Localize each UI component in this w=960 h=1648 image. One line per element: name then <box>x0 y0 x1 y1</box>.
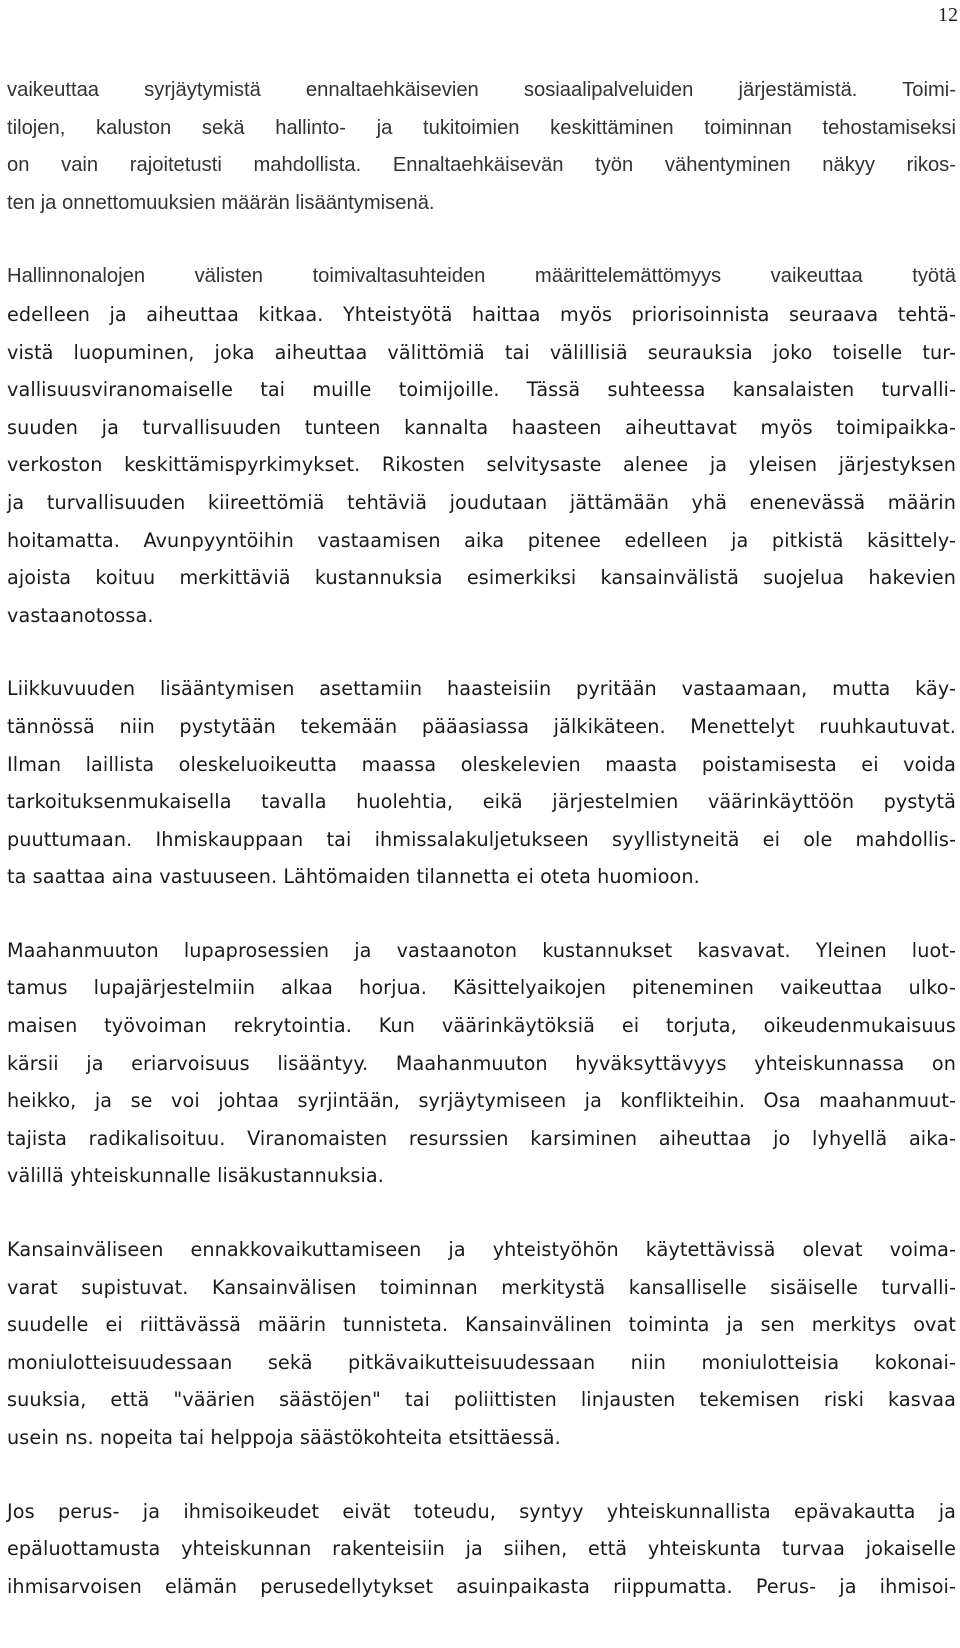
text-line: suuksia, että "väärien säästöjen" tai poliittisten linjausten tekemisen riski kasvaa <box>7 1388 956 1412</box>
paragraph-social-services <box>7 72 956 222</box>
text-line: varat supistuvat. Kansainvälisen toiminnan merkitystä kansalliselle sisäiselle turvalli- <box>7 1275 956 1299</box>
paragraph-international <box>7 1231 956 1457</box>
text-line: moniulotteisuudessaan sekä pitkävaikutteisuudessaan niin moniulotteisia kokonai- <box>7 1350 956 1374</box>
text-line: vistä luopuminen, joka aiheuttaa välittömiä tai välillisiä seurauksia joko toiselle tur- <box>7 340 956 364</box>
text-line: vaikeuttaa syrjäytymistä ennaltaehkäisevien sosiaalipalveluiden järjestämistä. Toimi- <box>7 79 956 101</box>
text-line: tamus lupajärjestelmiin alkaa horjua. Käsittelyaikojen piteneminen vaikeuttaa ulko- <box>7 976 956 1000</box>
text-line: epäluottamusta yhteiskunnan rakenteisiin ja siihen, että yhteiskunta turvaa jokaiselle <box>7 1537 956 1561</box>
paragraph-gap <box>7 896 956 932</box>
paragraph-administration-intro <box>7 258 956 296</box>
text-line: ja turvallisuuden kiireettömiä tehtäviä joudutaan jättämään yhä enenevässä määrin <box>7 490 956 514</box>
text-line: suuden ja turvallisuuden tunteen kannalta haasteen aiheuttavat myös toimipaikka- <box>7 415 956 439</box>
text-line: ajoista koituu merkittäviä kustannuksia esimerkiksi kansainvälistä suojelua hakevien <box>7 566 956 590</box>
text-line: puuttumaan. Ihmiskauppaan tai ihmissalakuljetukseen syyllistyneitä ei ole mahdollis- <box>7 827 956 851</box>
text-line: Hallinnonalojen välisten toimivaltasuhteiden määrittelemättömyys vaikeuttaa työtä <box>7 265 956 288</box>
text-line: ihmisarvoisen elämän perusedellytykset asuinpaikasta riippumatta. Perus- ja ihmisoi- <box>7 1574 956 1598</box>
text-line: Maahanmuuton lupaprosessien ja vastaanoton kustannukset kasvavat. Yleinen luot- <box>7 938 956 962</box>
text-line: tarkoituksenmukaisella tavalla huolehtia, eikä järjestelmien väärinkäyttöön pystytä <box>7 790 956 814</box>
text-line: heikko, ja se voi johtaa syrjintään, syrjäytymiseen ja konflikteihin. Osa maahanmuut- <box>7 1089 956 1113</box>
text-line: hoitamatta. Avunpyyntöihin vastaamisen aika pitenee edelleen ja pitkistä käsittely- <box>7 528 956 552</box>
paragraph-gap <box>7 1457 956 1493</box>
text-line: tilojen, kaluston sekä hallinto- ja tukitoimien keskittäminen toiminnan tehostamiseksi <box>7 116 956 139</box>
text-line: Ilman laillista oleskeluoikeutta maassa oleskelevien maasta poistamisesta ei voida <box>7 752 956 776</box>
paragraph-gap <box>7 222 956 258</box>
text-line: usein ns. nopeita tai helppoja säästökohteita etsittäessä. <box>7 1426 561 1449</box>
text-line: ta saattaa aina vastuuseen. Lähtömaiden tilannetta ei oteta huomioon. <box>7 865 700 889</box>
text-line: tännössä niin pystytään tekemään pääasiassa jälkikäteen. Menettelyt ruuhkautuvat. <box>7 714 956 738</box>
text-line: suudelle ei riittävässä määrin tunnisteta. Kansainvälinen toiminta ja sen merkitys ovat <box>7 1313 956 1337</box>
text-line: vallisuusviranomaiselle tai muille toimijoille. Tässä suhteessa kansalaisten turvalli- <box>7 378 956 402</box>
text-line: Liikkuvuuden lisääntymisen asettamiin haasteisiin pyritään vastaamaan, mutta käy- <box>7 677 956 701</box>
text-line: verkoston keskittämispyrkimykset. Rikosten selvitysaste alenee ja yleisen järjestyksen <box>7 453 956 477</box>
text-line: on vain rajoitetusti mahdollista. Ennaltaehkäisevän työn vähentyminen näkyy rikos- <box>7 154 956 177</box>
text-line: kärsii ja eriarvoisuus lisääntyy. Maahanmuuton hyväksyttävyys yhteiskunnassa on <box>7 1051 956 1075</box>
paragraph-gap <box>7 634 956 670</box>
text-line: maisen työvoiman rekrytointia. Kun väärinkäytöksiä ei torjuta, oikeudenmukaisuus <box>7 1014 956 1038</box>
document-body <box>7 72 956 1605</box>
paragraph-immigration <box>7 932 956 1195</box>
paragraph-mobility <box>7 670 956 896</box>
text-line: vastaanotossa. <box>7 603 154 627</box>
text-line: tajista radikalisoituu. Viranomaisten resurssien karsiminen aiheuttaa jo lyhyellä aika- <box>7 1126 956 1150</box>
paragraph-gap <box>7 1195 956 1231</box>
text-line: Jos perus- ja ihmisoikeudet eivät toteudu, syntyy yhteiskunnallista epävakautta ja <box>7 1499 956 1523</box>
text-line: välillä yhteiskunnalle lisäkustannuksia. <box>7 1164 384 1188</box>
text-line: Kansainväliseen ennakkovaikuttamiseen ja yhteistyöhön käytettävissä olevat voima- <box>7 1238 956 1262</box>
paragraph-administration <box>7 296 956 634</box>
text-line: ten ja onnettomuuksien määrän lisääntymisenä. <box>7 191 435 214</box>
paragraph-human-rights <box>7 1493 956 1606</box>
page-number: 12 <box>938 4 958 26</box>
text-line: edelleen ja aiheuttaa kitkaa. Yhteistyötä haittaa myös priorisoinnista seuraava tehtä- <box>7 302 956 326</box>
